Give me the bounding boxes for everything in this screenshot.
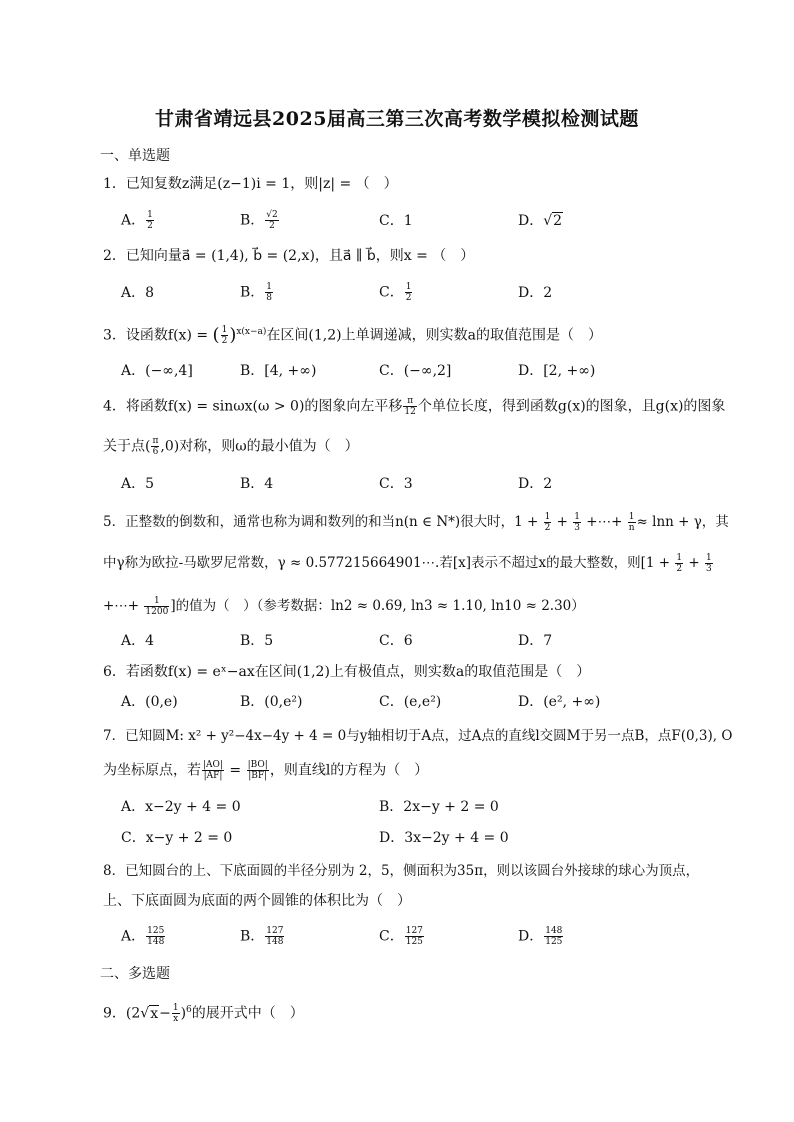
question-7-line-2: 为坐标原点，若 $\frac{|AO|}{|AF|}$ = $\frac{|BO|}{|BF|}$ ，则直线l的方程为（ ） — [103, 760, 429, 781]
question-5-option-b: B．5 — [240, 633, 274, 649]
question-1-option-c: C．1 — [379, 213, 413, 229]
question-4-option-c: C．3 — [379, 476, 413, 492]
question-7-option-c: C．x−y + 2 = 0 — [121, 830, 233, 846]
section-heading-multiple-choice: 二、多选题 — [100, 966, 170, 982]
question-2-option-d: D．2 — [518, 285, 553, 301]
question-1-option-a: A． $\frac{1}{2}$ — [121, 210, 153, 231]
question-3-option-d: D．[2, +∞) — [518, 363, 596, 379]
question-4-line-2: 关于点( $\frac{\pi}{6}$ ,0)对称，则ω的最小值为（ ） — [103, 436, 359, 457]
question-3-option-b: B．[4, +∞) — [240, 363, 317, 379]
question-5-line-3: +⋯+ $\frac{1}{1200}$ ]的值为（ ）（参考数据：ln2 ≈ 0.69, ln3 ≈ 1.10, ln10 ≈ 2.30） — [103, 596, 585, 617]
question-5-option-a: A．4 — [121, 633, 155, 649]
question-1-option-b: B． $\frac{√2}{2}$ — [240, 210, 278, 231]
question-5-option-d: D．7 — [518, 633, 553, 649]
question-8-line-2: 上、下底面圆为底面的两个圆锥的体积比为（ ） — [103, 893, 411, 909]
question-6-option-d: D．(e², +∞) — [518, 694, 601, 710]
question-2-stem: 2．已知向量a⃗ = (1,4), b⃗ = (2,x)，且a⃗ ∥ b⃗，则x = （ ） — [103, 248, 475, 264]
question-1-stem: 1．已知复数z满足(z−1)i = 1，则|z| = （ ） — [103, 176, 398, 192]
question-2-option-c: C． $\frac{1}{2}$ — [379, 282, 412, 303]
question-8-option-b: B． $\frac{127}{148}$ — [240, 926, 284, 947]
question-4-option-b: B．4 — [240, 476, 274, 492]
question-7-option-b: B．2x−y + 2 = 0 — [379, 799, 499, 815]
question-7-option-d: D．3x−2y + 4 = 0 — [379, 830, 509, 846]
question-4-option-a: A．5 — [121, 476, 155, 492]
question-6-option-a: A．(0,e) — [121, 694, 178, 710]
question-7-line-1: 7．已知圆M: x² + y²−4x−4y + 4 = 0与y轴相切于A点，过A点的直线l交圆M于另一点B，点F(0,3), O — [103, 728, 733, 744]
question-8-option-a: A． $\frac{125}{148}$ — [121, 926, 165, 947]
question-5-line-1: 5．正整数的倒数和，通常也称为调和数列的和当n(n ∈ N*)很大时，1 + $\frac{1}{2}$ + $\frac{1}{3}$ +⋯+ $\frac{1}{n}$ ≈ lnn + γ，其 — [103, 512, 729, 533]
question-5-line-2: 中γ称为欧拉-马歇罗尼常数，γ ≈ 0.577215664901⋯.若[x]表示不超过x的最大整数，则[1 + $\frac{1}{2}$ + $\frac{1}{3}$ — [103, 553, 712, 574]
question-6-stem: 6．若函数f(x) = eˣ−ax在区间(1,2)上有极值点，则实数a的取值范围是（ ） — [103, 664, 591, 680]
question-2-option-a: A．8 — [121, 285, 155, 301]
question-8-option-c: C． $\frac{127}{125}$ — [379, 926, 423, 947]
question-8-option-d: D． $\frac{148}{125}$ — [518, 926, 563, 947]
question-3-option-c: C．(−∞,2] — [379, 363, 452, 379]
question-3-option-a: A．(−∞,4] — [121, 363, 193, 379]
question-7-option-a: A．x−2y + 4 = 0 — [121, 799, 241, 815]
question-2-option-b: B． $\frac{1}{8}$ — [240, 282, 273, 303]
question-6-option-b: B．(0,e²) — [240, 694, 303, 710]
question-4-line-1: 4．将函数f(x) = sinωx(ω > 0)的图象向左平移 $\frac{\pi}{12}$ 个单位长度，得到函数g(x)的图象，且g(x)的图象 — [103, 396, 726, 417]
page-title: 甘肃省靖远县2025届高三第三次高考数学模拟检测试题 — [155, 108, 639, 130]
question-1-option-d: D．√2 — [518, 213, 563, 229]
question-5-option-c: C．6 — [379, 633, 413, 649]
section-heading-single-choice: 一、单选题 — [100, 148, 170, 164]
question-9-stem: 9．(2√x− $\frac{1}{x}$ )$^6$的展开式中（ ） — [103, 1003, 304, 1025]
question-6-option-c: C．(e,e²) — [379, 694, 442, 710]
question-8-line-1: 8．已知圆台的上、下底面圆的半径分别为 2，5，侧面积为35π，则以该圆台外接球的球心为顶点， — [103, 863, 700, 879]
question-4-option-d: D．2 — [518, 476, 553, 492]
question-3-stem: 3．设函数f(x) = ( $\frac{1}{2}$ )$^{x(x-a)}$在区间(1,2)上单调递减，则实数a的取值范围是（ ） — [103, 324, 602, 347]
